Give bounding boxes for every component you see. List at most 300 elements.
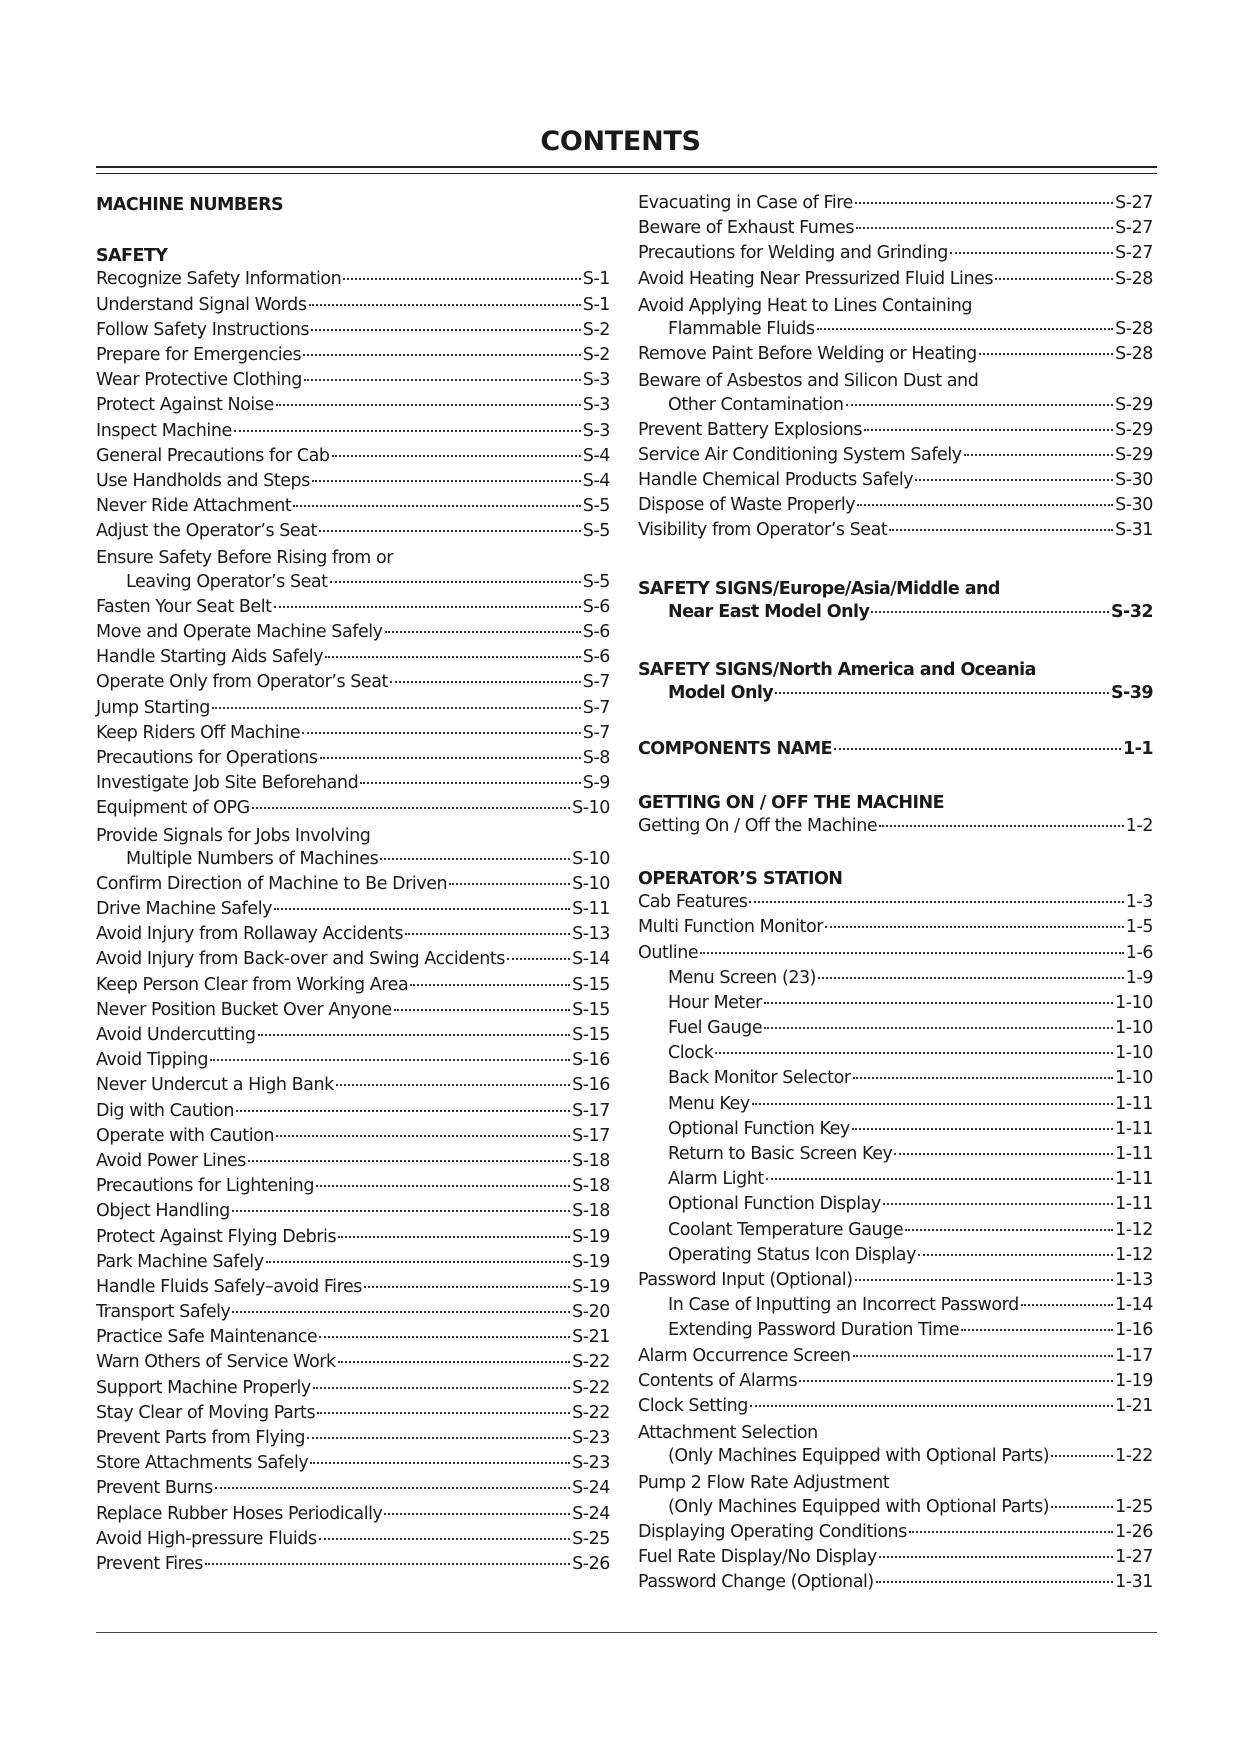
toc-entry[interactable] xyxy=(638,218,1153,243)
toc-entry[interactable] xyxy=(96,446,610,471)
dot-leader xyxy=(330,581,581,583)
dot-leader xyxy=(276,1135,570,1137)
toc-entry[interactable] xyxy=(638,1270,1153,1295)
toc-entry-page: S-30 xyxy=(1115,495,1153,516)
toc-entry[interactable] xyxy=(96,1252,610,1277)
toc-entry[interactable] xyxy=(96,1327,610,1352)
toc-entry[interactable] xyxy=(96,773,610,798)
toc-entry-title: (Only Machines Equipped with Optional Parts) xyxy=(668,1446,1050,1467)
dot-leader xyxy=(307,1437,570,1439)
toc-entry[interactable] xyxy=(638,1497,1153,1522)
toc-entry-title: Remove Paint Before Welding or Heating xyxy=(638,344,977,365)
toc-entry[interactable] xyxy=(638,395,1153,420)
toc-entry[interactable] xyxy=(96,924,610,949)
toc-entry-title: Avoid Power Lines xyxy=(96,1150,246,1171)
toc-entry-page: S-29 xyxy=(1115,394,1153,415)
toc-entry-page: S-19 xyxy=(572,1276,610,1297)
dot-leader xyxy=(856,227,1113,229)
toc-entry[interactable] xyxy=(638,1245,1153,1270)
toc-entry-title: Park Machine Safely xyxy=(96,1251,264,1272)
toc-entry-page: S-11 xyxy=(572,899,610,920)
toc-entry-title: Menu Screen (23) xyxy=(668,967,817,988)
toc-entry-page: S-9 xyxy=(582,773,610,794)
toc-entry-page: 1-11 xyxy=(1115,1118,1153,1139)
section-heading-machine-numbers: MACHINE NUMBERS xyxy=(96,195,284,215)
toc-entry[interactable] xyxy=(638,993,1153,1018)
dot-leader xyxy=(274,908,570,910)
dot-leader xyxy=(449,883,570,885)
dot-leader xyxy=(332,455,581,457)
toc-entry-page: S-5 xyxy=(582,571,610,592)
toc-entry[interactable] xyxy=(96,1101,610,1126)
toc-entry-page: S-22 xyxy=(572,1352,610,1373)
dot-leader xyxy=(1021,1304,1113,1306)
dot-leader xyxy=(817,328,1113,330)
toc-entry-page: 1-2 xyxy=(1125,815,1153,836)
toc-entry-title: Object Handling xyxy=(96,1201,230,1222)
dot-leader xyxy=(311,329,581,331)
toc-entry-title: Warn Others of Service Work xyxy=(96,1352,336,1373)
toc-entry[interactable] xyxy=(638,602,1153,627)
toc-entry-page: S-32 xyxy=(1110,601,1153,622)
dot-leader xyxy=(871,611,1109,613)
dot-leader xyxy=(394,1009,570,1011)
toc-entry[interactable] xyxy=(638,739,1153,764)
section-heading-safety-signs-na: SAFETY SIGNS/North America and Oceania xyxy=(638,660,1036,680)
toc-entry-page: 1-10 xyxy=(1115,1018,1153,1039)
toc-entry-page: S-15 xyxy=(572,999,610,1020)
dot-leader xyxy=(319,1538,570,1540)
toc-entry[interactable] xyxy=(638,520,1153,545)
dot-leader xyxy=(303,354,581,356)
toc-entry[interactable] xyxy=(96,1453,610,1478)
toc-entry[interactable] xyxy=(638,445,1153,470)
toc-entry-title: Password Input (Optional) xyxy=(638,1269,853,1290)
toc-entry[interactable] xyxy=(638,1396,1153,1421)
toc-entry[interactable] xyxy=(638,1094,1153,1119)
dot-leader xyxy=(876,1581,1113,1583)
toc-entry[interactable] xyxy=(96,1000,610,1025)
toc-entry[interactable] xyxy=(96,1378,610,1403)
toc-entry[interactable] xyxy=(638,1119,1153,1144)
toc-entry[interactable] xyxy=(96,672,610,697)
toc-entry[interactable] xyxy=(96,320,610,345)
dot-leader xyxy=(852,1128,1113,1130)
toc-list xyxy=(638,1497,1153,1522)
toc-entry[interactable] xyxy=(96,421,610,446)
toc-entry[interactable] xyxy=(96,622,610,647)
contents-right-column xyxy=(638,193,1153,1597)
toc-entry-page: 1-12 xyxy=(1115,1244,1153,1265)
toc-entry[interactable] xyxy=(96,471,610,496)
toc-entry-page: 1-11 xyxy=(1115,1194,1153,1215)
dot-leader xyxy=(752,1103,1113,1105)
toc-entry[interactable] xyxy=(638,892,1153,917)
toc-entry-title: Jump Starting xyxy=(96,697,210,718)
toc-entry-title: Store Attachments Safely xyxy=(96,1453,309,1474)
toc-entry[interactable] xyxy=(638,1169,1153,1194)
dot-leader xyxy=(1051,1455,1113,1457)
toc-entry[interactable] xyxy=(638,344,1153,369)
toc-entry[interactable] xyxy=(96,345,610,370)
section-heading-safety-signs-europe: SAFETY SIGNS/Europe/Asia/Middle and xyxy=(638,578,1000,599)
toc-entry[interactable] xyxy=(638,495,1153,520)
dot-leader xyxy=(212,707,581,709)
dot-leader xyxy=(360,782,581,784)
toc-entry[interactable] xyxy=(96,1403,610,1428)
toc-entry-page: S-24 xyxy=(572,1503,610,1524)
toc-entry-title: Never Position Bucket Over Anyone xyxy=(96,999,392,1020)
toc-entry-page: S-3 xyxy=(582,395,610,416)
toc-entry[interactable] xyxy=(638,1295,1153,1320)
toc-entry[interactable] xyxy=(96,1050,610,1075)
toc-entry[interactable] xyxy=(638,1043,1153,1068)
dot-leader xyxy=(964,454,1113,456)
toc-entry-page: S-27 xyxy=(1115,243,1153,264)
toc-entry[interactable] xyxy=(638,1018,1153,1043)
toc-list xyxy=(96,269,610,546)
toc-entry[interactable] xyxy=(638,1220,1153,1245)
toc-entry[interactable] xyxy=(638,968,1153,993)
toc-entry-page: S-21 xyxy=(572,1327,610,1348)
toc-entry-page: S-28 xyxy=(1115,268,1153,289)
toc-entry[interactable] xyxy=(638,917,1153,942)
dot-leader xyxy=(266,1261,570,1263)
toc-entry-page: 1-25 xyxy=(1115,1496,1153,1517)
toc-entry-title: Handle Starting Aids Safely xyxy=(96,647,324,668)
toc-entry[interactable] xyxy=(96,1227,610,1252)
toc-entry-title: Displaying Operating Conditions xyxy=(638,1521,907,1542)
toc-entry-title: Move and Operate Machine Safely xyxy=(96,622,383,642)
dot-leader xyxy=(918,1254,1113,1256)
dot-leader xyxy=(319,1336,570,1338)
dot-leader xyxy=(252,807,570,809)
toc-list xyxy=(638,1522,1153,1598)
toc-entry[interactable] xyxy=(96,295,610,320)
dot-leader xyxy=(799,1380,1113,1382)
toc-entry-title: Never Ride Attachment xyxy=(96,496,292,517)
toc-entry[interactable] xyxy=(96,723,610,748)
toc-entry-title: Avoid Tipping xyxy=(96,1050,208,1071)
toc-entry-page: S-13 xyxy=(572,924,610,945)
toc-entry-title: Transport Safely xyxy=(96,1302,231,1323)
toc-entry-title: Menu Key xyxy=(668,1093,750,1114)
dot-leader xyxy=(338,1236,570,1238)
toc-entry[interactable] xyxy=(638,1194,1153,1219)
toc-entry[interactable] xyxy=(96,849,610,874)
toc-entry-title: Fasten Your Seat Belt xyxy=(96,596,272,617)
toc-list xyxy=(638,602,1153,627)
toc-entry-page: S-27 xyxy=(1115,193,1153,213)
toc-entry-title: Outline xyxy=(638,942,699,963)
dot-leader xyxy=(380,858,570,860)
toc-entry[interactable] xyxy=(638,1346,1153,1371)
toc-entry-title: Dispose of Waste Properly xyxy=(638,495,856,516)
toc-entry-title: Handle Chemical Products Safely xyxy=(638,470,914,491)
toc-entry-page: 1-26 xyxy=(1115,1521,1153,1542)
toc-entry-page: S-16 xyxy=(572,1075,610,1096)
toc-entry-title: Other Contamination xyxy=(668,394,844,415)
toc-entry[interactable] xyxy=(96,899,610,924)
toc-entry[interactable] xyxy=(638,816,1153,841)
toc-entry[interactable] xyxy=(638,243,1153,268)
toc-entry[interactable] xyxy=(96,572,610,597)
toc-entry-page: S-7 xyxy=(582,697,610,718)
toc-entry-title: Fuel Gauge xyxy=(668,1018,763,1039)
toc-entry[interactable] xyxy=(96,874,610,899)
dot-leader xyxy=(317,1412,570,1414)
dot-leader xyxy=(507,958,570,960)
toc-entry[interactable] xyxy=(96,1428,610,1453)
dot-leader xyxy=(364,1286,570,1288)
dot-leader xyxy=(864,429,1113,431)
toc-entry-title: Prevent Parts from Flying xyxy=(96,1428,306,1448)
dot-leader xyxy=(834,748,1121,750)
toc-entry-page: 1-5 xyxy=(1125,917,1153,938)
toc-entry[interactable] xyxy=(96,395,610,420)
toc-entry-page: S-23 xyxy=(572,1428,610,1448)
toc-entry-title: COMPONENTS NAME xyxy=(638,739,833,760)
dot-leader xyxy=(320,757,581,759)
toc-entry-page: S-7 xyxy=(582,722,610,743)
toc-entry-page: S-10 xyxy=(572,848,610,869)
toc-entry-page: S-7 xyxy=(582,672,610,693)
toc-entry-title: Alarm Light xyxy=(668,1169,764,1190)
toc-entry-page: S-10 xyxy=(572,798,610,819)
toc-entry-page: S-25 xyxy=(572,1528,610,1549)
toc-entry[interactable] xyxy=(96,1025,610,1050)
toc-entry-title: Password Change (Optional) xyxy=(638,1572,874,1593)
dot-leader xyxy=(883,1203,1113,1205)
toc-entry[interactable] xyxy=(96,975,610,1000)
toc-entry[interactable] xyxy=(96,1478,610,1503)
toc-entry[interactable] xyxy=(638,420,1153,445)
toc-entry-title: Multiple Numbers of Machines xyxy=(126,848,379,869)
toc-entry-page: 1-12 xyxy=(1115,1219,1153,1240)
toc-list xyxy=(96,572,610,597)
toc-entry[interactable] xyxy=(96,647,610,672)
dot-leader xyxy=(293,505,580,507)
toc-entry-title: Keep Riders Off Machine xyxy=(96,722,301,743)
toc-entry[interactable] xyxy=(638,1522,1153,1547)
toc-entry-page: 1-16 xyxy=(1115,1320,1153,1341)
dot-leader xyxy=(894,1153,1113,1155)
dot-leader xyxy=(905,1229,1113,1231)
toc-entry-page: S-18 xyxy=(572,1150,610,1171)
toc-entry[interactable] xyxy=(638,319,1153,344)
title-rule xyxy=(96,166,1157,174)
toc-entry-title: Precautions for Welding and Grinding xyxy=(638,243,948,264)
toc-entry[interactable] xyxy=(96,1504,610,1529)
dot-leader xyxy=(234,430,581,432)
toc-entry-title: Wear Protective Clothing xyxy=(96,370,302,391)
page-title: CONTENTS xyxy=(540,126,701,157)
toc-entry[interactable] xyxy=(96,269,610,294)
toc-entry[interactable] xyxy=(96,1176,610,1201)
toc-entry-page: 1-10 xyxy=(1115,1068,1153,1089)
dot-leader xyxy=(715,1052,1113,1054)
contents-left-column xyxy=(96,193,610,1579)
toc-entry-title: Prevent Battery Explosions xyxy=(638,419,863,440)
toc-entry-page: S-19 xyxy=(572,1251,610,1272)
toc-entry-title: Stay Clear of Moving Parts xyxy=(96,1402,316,1423)
toc-entry[interactable] xyxy=(638,1320,1153,1345)
toc-list xyxy=(638,193,1153,294)
toc-entry[interactable] xyxy=(96,521,610,546)
toc-entry-title: In Case of Inputting an Incorrect Password xyxy=(668,1295,1019,1316)
dot-leader xyxy=(276,404,581,406)
toc-entry-page: 1-11 xyxy=(1115,1144,1153,1164)
toc-entry[interactable] xyxy=(638,1371,1153,1396)
toc-entry-title: Fuel Rate Display/No Display xyxy=(638,1547,877,1567)
toc-entry-page: 1-19 xyxy=(1115,1370,1153,1391)
toc-entry[interactable] xyxy=(638,269,1153,294)
dot-leader xyxy=(338,1361,570,1363)
toc-entry[interactable] xyxy=(638,1446,1153,1471)
toc-entry-title: Never Undercut a High Bank xyxy=(96,1075,334,1096)
toc-entry-page: S-20 xyxy=(572,1302,610,1323)
toc-entry-page: 1-27 xyxy=(1115,1547,1153,1567)
toc-entry[interactable] xyxy=(638,470,1153,495)
toc-entry[interactable] xyxy=(96,1277,610,1302)
dot-leader xyxy=(853,1355,1114,1357)
dot-leader xyxy=(248,1160,570,1162)
toc-entry-title: Clock xyxy=(668,1043,714,1064)
toc-entry-page: S-17 xyxy=(572,1100,610,1121)
toc-entry-page: 1-9 xyxy=(1125,967,1153,988)
toc-entry-title: Optional Function Display xyxy=(668,1194,881,1215)
dot-leader xyxy=(313,1387,570,1389)
toc-entry-title: Evacuating in Case of Fire xyxy=(638,193,853,213)
toc-entry[interactable] xyxy=(96,370,610,395)
toc-entry-page: 1-14 xyxy=(1115,1295,1153,1316)
toc-entry-title: Replace Rubber Hoses Periodically xyxy=(96,1503,383,1524)
toc-entry-page: S-19 xyxy=(572,1226,610,1247)
toc-entry-page: S-29 xyxy=(1115,444,1153,465)
toc-entry-page: S-29 xyxy=(1115,419,1153,440)
toc-entry-page: S-3 xyxy=(582,370,610,391)
toc-entry-title: Near East Model Only xyxy=(668,601,870,622)
toc-entry[interactable] xyxy=(96,1075,610,1100)
toc-entry-title: Protect Against Flying Debris xyxy=(96,1226,337,1247)
toc-entry[interactable] xyxy=(96,1554,610,1579)
toc-entry-title: Operate with Caution xyxy=(96,1125,275,1146)
toc-entry-page: S-18 xyxy=(572,1176,610,1197)
dot-leader xyxy=(405,933,570,935)
dot-leader xyxy=(304,379,581,381)
toc-entry-page: S-6 xyxy=(582,622,610,642)
toc-list xyxy=(638,319,1153,344)
toc-entry-page: 1-31 xyxy=(1115,1572,1153,1593)
toc-entry-page: 1-17 xyxy=(1115,1345,1153,1366)
dot-leader xyxy=(846,404,1114,406)
dot-leader xyxy=(909,1531,1113,1533)
toc-entry-wrapped: Avoid Applying Heat to Lines Containing xyxy=(638,295,972,316)
toc-entry[interactable] xyxy=(96,1201,610,1226)
toc-list xyxy=(638,739,1153,764)
dot-leader xyxy=(316,1185,570,1187)
toc-entry[interactable] xyxy=(96,748,610,773)
toc-entry[interactable] xyxy=(96,1126,610,1151)
toc-list xyxy=(638,344,1153,369)
toc-entry-title: Precautions for Operations xyxy=(96,747,318,768)
toc-entry-page: S-26 xyxy=(572,1553,610,1574)
dot-leader xyxy=(818,977,1124,979)
toc-entry[interactable] xyxy=(638,1547,1153,1572)
dot-leader xyxy=(879,825,1124,827)
toc-entry[interactable] xyxy=(638,683,1153,708)
toc-entry-title: Operating Status Icon Display xyxy=(668,1244,916,1265)
dot-leader xyxy=(749,901,1123,903)
toc-entry-page: 1-22 xyxy=(1115,1446,1153,1467)
dot-leader xyxy=(764,1002,1113,1004)
dot-leader xyxy=(312,480,581,482)
toc-entry-page: S-17 xyxy=(572,1125,610,1146)
toc-entry-page: S-27 xyxy=(1115,218,1153,239)
dot-leader xyxy=(410,984,570,986)
toc-entry[interactable] xyxy=(638,1572,1153,1597)
toc-entry-page: 1-13 xyxy=(1115,1269,1153,1290)
toc-list xyxy=(638,1446,1153,1471)
toc-entry-title: Confirm Direction of Machine to Be Driven xyxy=(96,873,448,894)
toc-entry-page: S-2 xyxy=(582,344,610,365)
toc-entry[interactable] xyxy=(96,798,610,823)
toc-entry-page: S-23 xyxy=(572,1453,610,1474)
toc-entry[interactable] xyxy=(96,1151,610,1176)
toc-entry[interactable] xyxy=(638,193,1153,218)
toc-entry-title: (Only Machines Equipped with Optional Parts) xyxy=(668,1496,1050,1517)
toc-entry-title: General Precautions for Cab xyxy=(96,445,330,466)
toc-entry-title: Prepare for Emergencies xyxy=(96,344,302,365)
toc-list xyxy=(638,1270,1153,1295)
dot-leader xyxy=(750,1405,1113,1407)
toc-list xyxy=(638,1346,1153,1422)
toc-entry[interactable] xyxy=(96,496,610,521)
dot-leader xyxy=(336,1084,570,1086)
toc-entry-page: S-4 xyxy=(582,470,610,491)
section-heading-operators-station: OPERATOR’S STATION xyxy=(638,868,843,889)
toc-entry-title: Beware of Exhaust Fumes xyxy=(638,218,855,239)
toc-entry-page: 1-10 xyxy=(1115,992,1153,1013)
toc-entry[interactable] xyxy=(638,1068,1153,1093)
toc-entry[interactable] xyxy=(96,1352,610,1377)
footer-rule xyxy=(96,1632,1157,1633)
dot-leader xyxy=(309,304,581,306)
toc-entry[interactable] xyxy=(96,1302,610,1327)
toc-list xyxy=(638,420,1153,546)
toc-entry-page: S-39 xyxy=(1110,683,1153,704)
toc-entry-title: Leaving Operator’s Seat xyxy=(126,571,328,592)
toc-entry[interactable] xyxy=(96,597,610,622)
dot-leader xyxy=(232,1210,570,1212)
toc-entry-title: Service Air Conditioning System Safely xyxy=(638,444,962,465)
toc-entry-title: Precautions for Lightening xyxy=(96,1176,314,1197)
dot-leader xyxy=(384,1513,570,1515)
toc-entry-title: Operate Only from Operator’s Seat xyxy=(96,672,388,693)
toc-entry-title: Prevent Burns xyxy=(96,1478,213,1499)
dot-leader xyxy=(302,732,581,734)
toc-entry-page: S-6 xyxy=(582,647,610,668)
toc-entry-title: Follow Safety Instructions xyxy=(96,319,310,340)
toc-entry[interactable] xyxy=(96,698,610,723)
dot-leader xyxy=(995,278,1113,280)
toc-entry[interactable] xyxy=(638,1144,1153,1169)
toc-entry-page: S-22 xyxy=(572,1402,610,1423)
toc-entry[interactable] xyxy=(638,943,1153,968)
toc-entry[interactable] xyxy=(96,1529,610,1554)
toc-entry-page: S-5 xyxy=(582,521,610,542)
toc-entry[interactable] xyxy=(96,949,610,974)
